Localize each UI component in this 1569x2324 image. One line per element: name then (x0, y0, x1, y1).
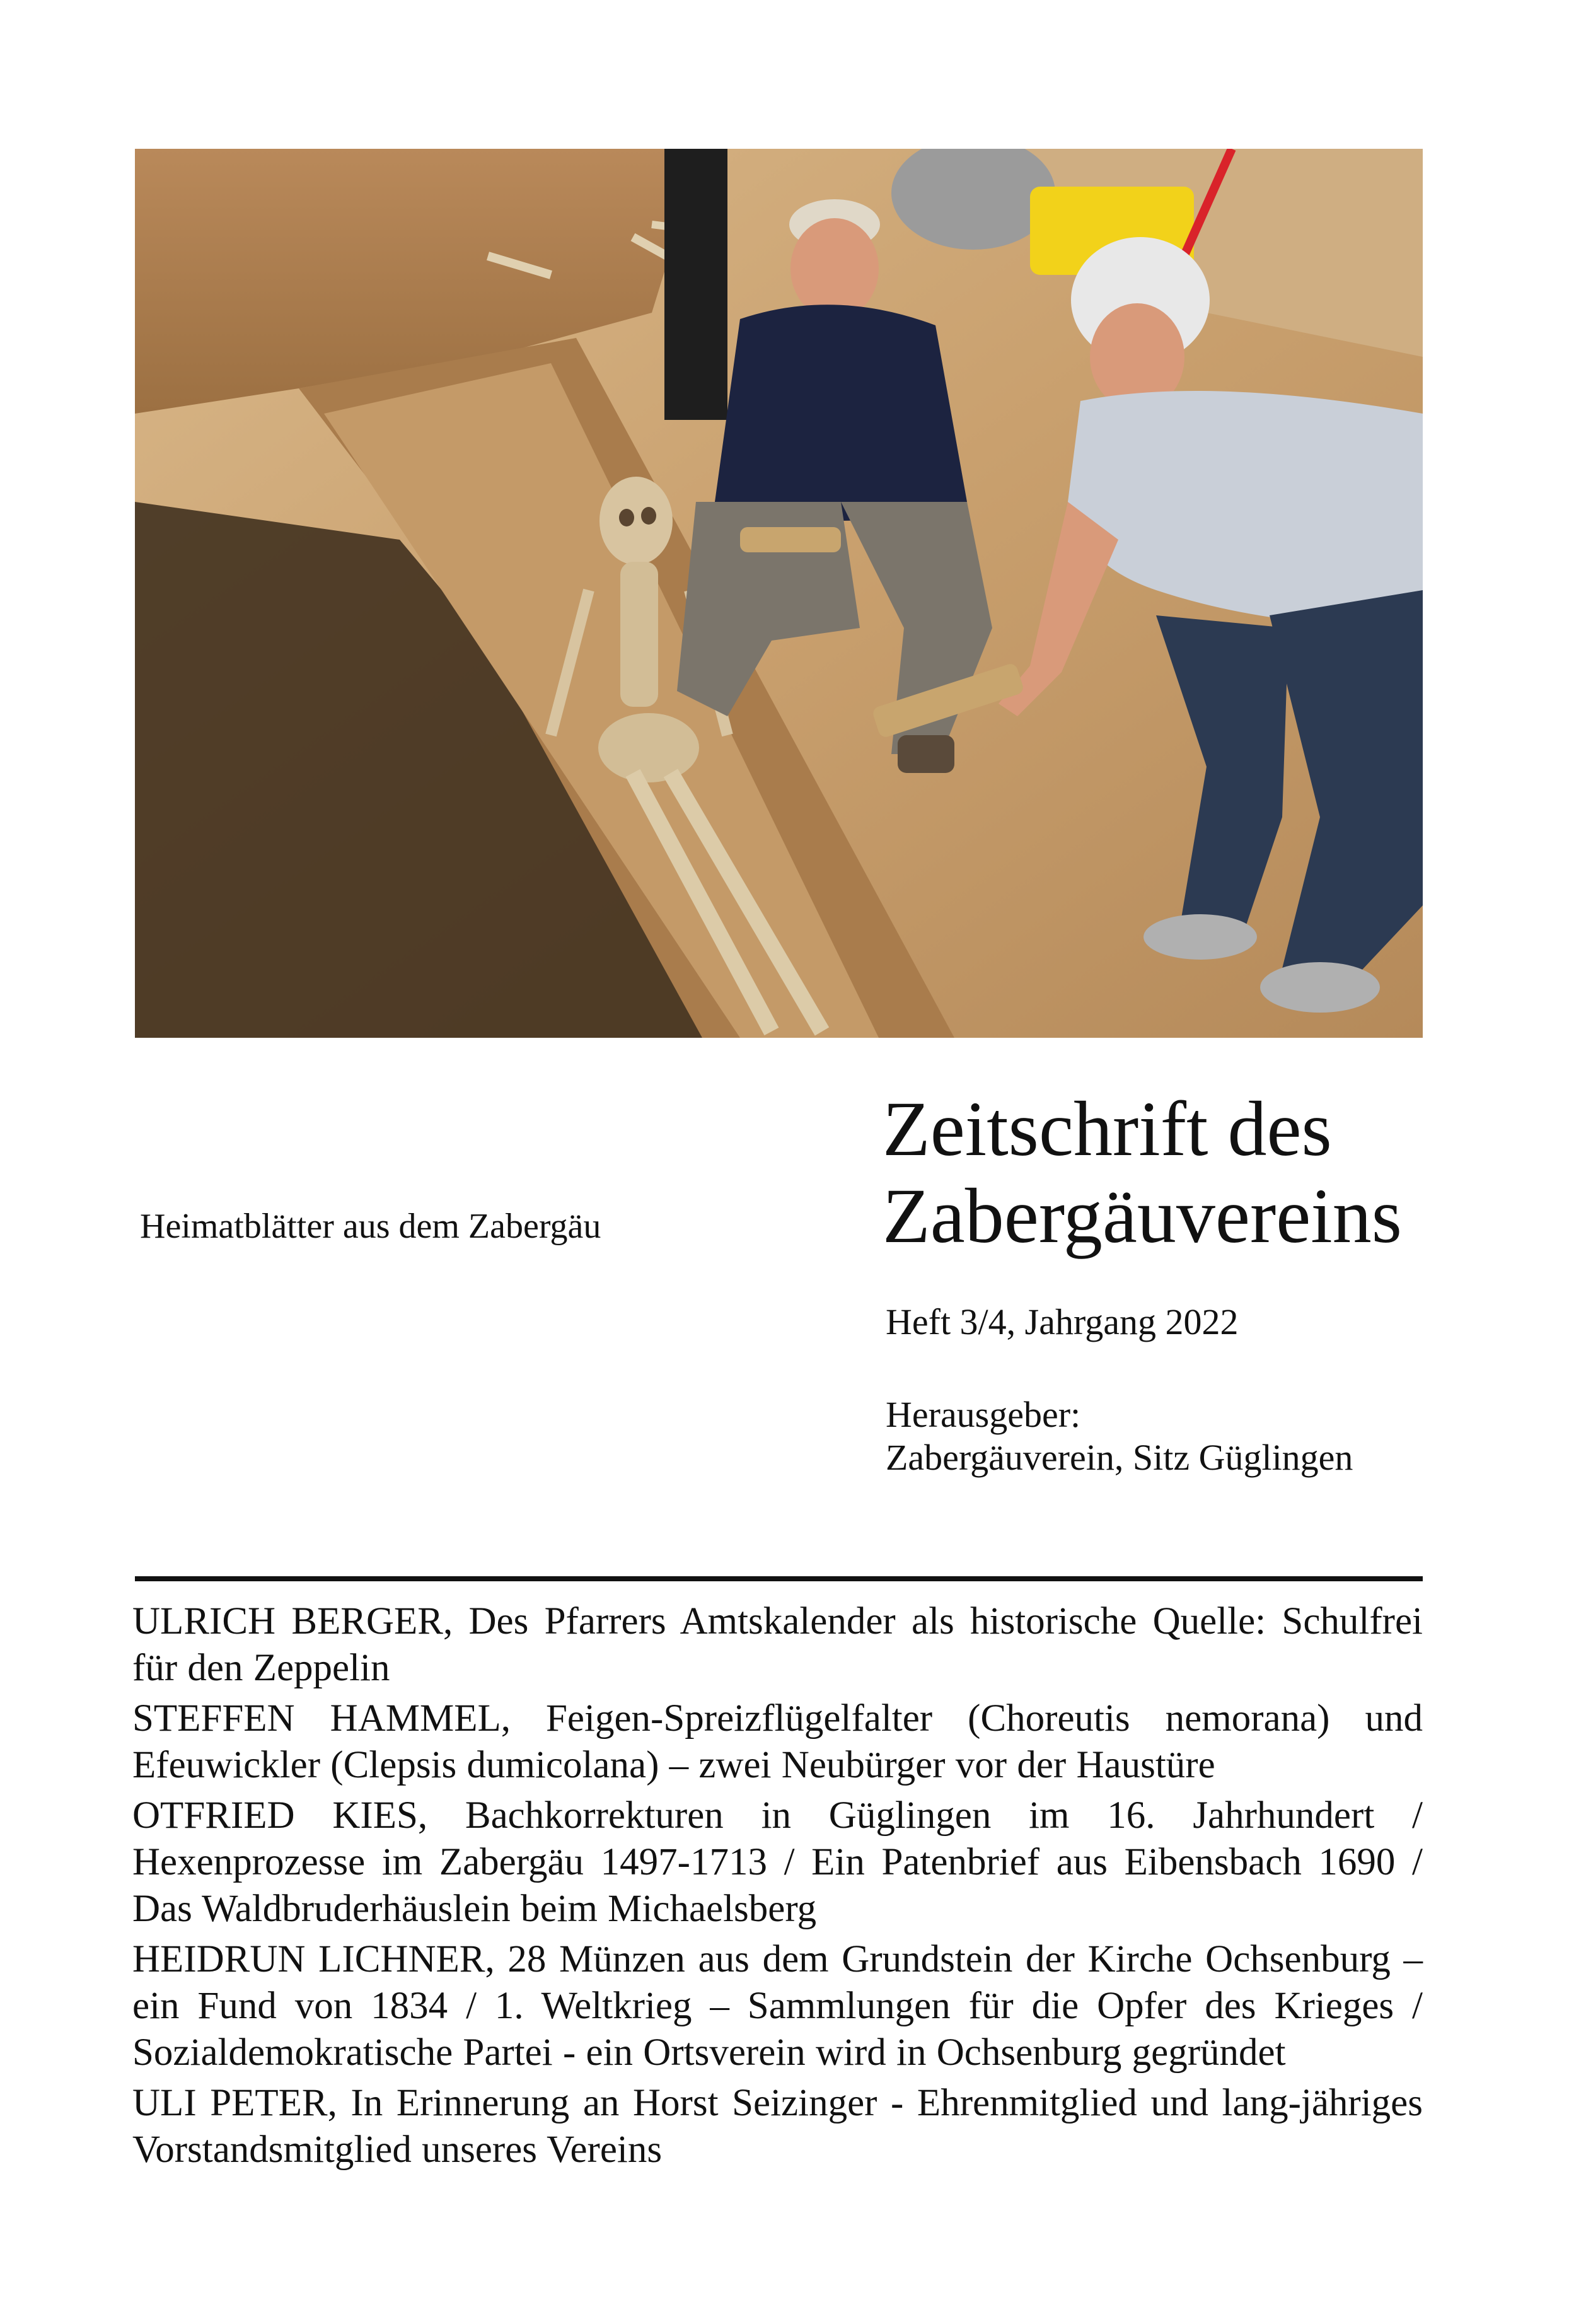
toc-entry: ULRICH BERGER, Des Pfarrers Amtskalender als historische Quelle: Schulfrei für den Zeppelin (132, 1600, 1423, 1689)
divider-rule (135, 1576, 1423, 1581)
journal-title-line1: Zeitschrift des (883, 1086, 1332, 1172)
toc-entry: HEIDRUN LICHNER, 28 Münzen aus dem Grundstein der Kirche Ochsenburg – ein Fund von 1834 / 1. Weltkrieg – Sammlungen für die Opfer des Krieges / Sozialdemokratische Partei - ein Ortsverein wird in Ochsenburg gegründet (132, 1938, 1423, 2074)
toc-entry: ULI PETER, In Erinnerung an Horst Seizinger - Ehrenmitglied und lang-jähriges Vorstandsmitglied unseres Vereins (132, 2082, 1423, 2171)
publisher-name: Zabergäuverein, Sitz Güglingen (886, 1437, 1353, 1478)
toc-entry: STEFFEN HAMMEL, Feigen-Spreizflügelfalter (Choreutis nemorana) und Efeuwickler (Clepsis dumicolana) – zwei Neubürger vor der Haustüre (132, 1697, 1423, 1786)
series-subtitle: Heimatblätter aus dem Zabergäu (140, 1207, 601, 1246)
journal-title-line2: Zabergäuvereins (883, 1173, 1402, 1259)
publisher-block (886, 1393, 1353, 1479)
issue-info: Heft 3/4, Jahrgang 2022 (886, 1301, 1239, 1342)
table-of-contents (132, 1598, 1423, 2177)
toc-entry: OTFRIED KIES, Bachkorrekturen in Güglingen im 16. Jahrhundert / Hexenprozesse im Zabergäu 1497-1713 / Ein Patenbrief aus Eibensbach 1690 / Das Waldbruderhäuslein beim Michaelsberg (132, 1794, 1423, 1930)
journal-title (883, 1086, 1402, 1260)
excavation-illustration (135, 149, 1423, 1038)
drain-pipe (664, 149, 727, 420)
publisher-label: Herausgeber: (886, 1394, 1081, 1435)
cover-photo (135, 149, 1423, 1038)
